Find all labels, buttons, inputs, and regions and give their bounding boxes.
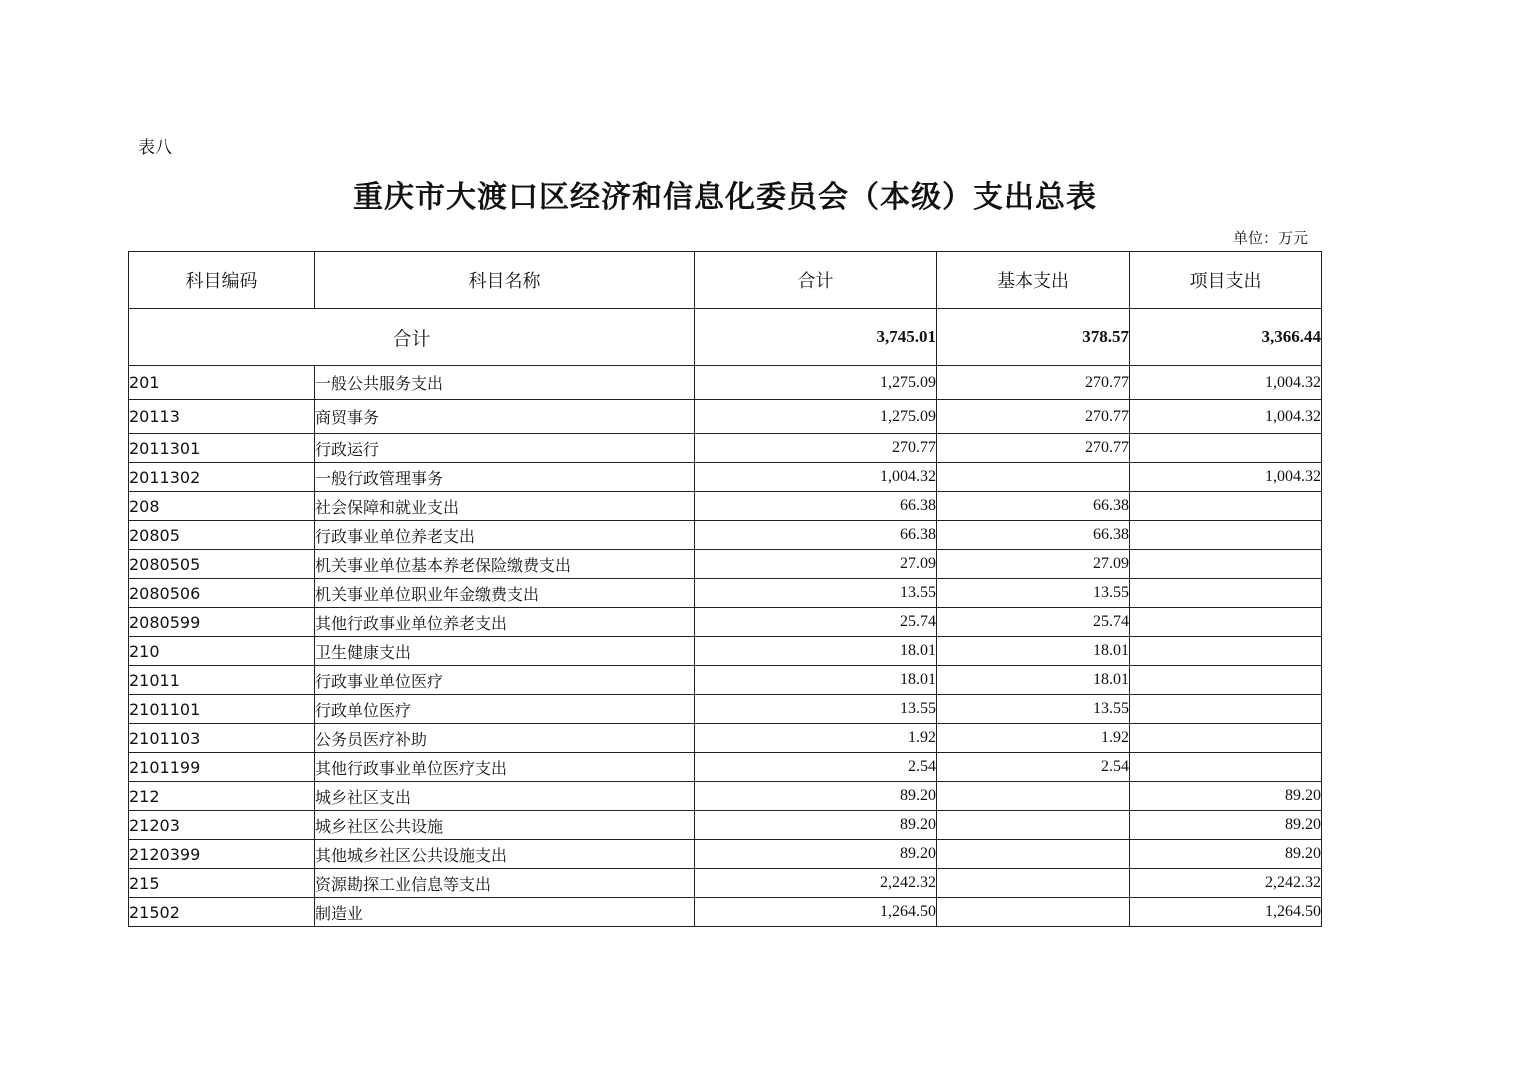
row-code: 210 xyxy=(129,637,315,666)
row-total: 1,004.32 xyxy=(695,463,937,492)
row-name: 行政事业单位医疗 xyxy=(315,666,695,695)
row-basic: 27.09 xyxy=(937,550,1130,579)
row-name: 其他行政事业单位养老支出 xyxy=(315,608,695,637)
row-basic: 270.77 xyxy=(937,434,1130,463)
row-project xyxy=(1130,753,1322,782)
unit-label: 单位：万元 xyxy=(1232,229,1308,247)
row-code: 2011302 xyxy=(129,463,315,492)
table-row xyxy=(129,492,1322,521)
table-row xyxy=(129,637,1322,666)
row-name: 一般行政管理事务 xyxy=(315,463,695,492)
row-total: 18.01 xyxy=(695,666,937,695)
row-name: 机关事业单位基本养老保险缴费支出 xyxy=(315,550,695,579)
row-project xyxy=(1130,695,1322,724)
row-project xyxy=(1130,724,1322,753)
row-project: 89.20 xyxy=(1130,840,1322,869)
row-basic xyxy=(937,811,1130,840)
row-project xyxy=(1130,521,1322,550)
document-title: 重庆市大渡口区经济和信息化委员会（本级）支出总表 xyxy=(353,180,1097,215)
row-basic: 25.74 xyxy=(937,608,1130,637)
row-name: 一般公共服务支出 xyxy=(315,366,695,400)
header-code: 科目编码 xyxy=(129,252,315,309)
row-basic: 270.77 xyxy=(937,366,1130,400)
row-project xyxy=(1130,492,1322,521)
row-code: 2080506 xyxy=(129,579,315,608)
row-code: 215 xyxy=(129,869,315,898)
table-label: 表八 xyxy=(138,138,172,158)
table-row xyxy=(129,463,1322,492)
row-total: 89.20 xyxy=(695,811,937,840)
row-project: 89.20 xyxy=(1130,811,1322,840)
table-row xyxy=(129,724,1322,753)
row-code: 208 xyxy=(129,492,315,521)
row-project: 1,004.32 xyxy=(1130,366,1322,400)
row-name: 公务员医疗补助 xyxy=(315,724,695,753)
row-basic xyxy=(937,782,1130,811)
row-code: 2011301 xyxy=(129,434,315,463)
table-row xyxy=(129,840,1322,869)
row-code: 212 xyxy=(129,782,315,811)
row-code: 2101101 xyxy=(129,695,315,724)
row-total: 18.01 xyxy=(695,637,937,666)
row-code: 2080599 xyxy=(129,608,315,637)
table-row xyxy=(129,521,1322,550)
table-row xyxy=(129,366,1322,400)
total-row xyxy=(129,309,1322,366)
row-total: 1,264.50 xyxy=(695,898,937,927)
table-row xyxy=(129,550,1322,579)
row-project: 1,004.32 xyxy=(1130,400,1322,434)
row-name: 城乡社区支出 xyxy=(315,782,695,811)
row-name: 制造业 xyxy=(315,898,695,927)
row-basic: 66.38 xyxy=(937,521,1130,550)
row-code: 21502 xyxy=(129,898,315,927)
table-row xyxy=(129,782,1322,811)
row-basic xyxy=(937,463,1130,492)
row-total: 66.38 xyxy=(695,492,937,521)
row-basic: 13.55 xyxy=(937,695,1130,724)
table-row xyxy=(129,666,1322,695)
table-row xyxy=(129,695,1322,724)
table-row xyxy=(129,869,1322,898)
row-total: 1,275.09 xyxy=(695,400,937,434)
table-row xyxy=(129,753,1322,782)
row-name: 其他城乡社区公共设施支出 xyxy=(315,840,695,869)
expense-table xyxy=(128,251,1322,927)
row-total: 25.74 xyxy=(695,608,937,637)
table-header-row xyxy=(129,252,1322,309)
row-code: 2101199 xyxy=(129,753,315,782)
row-project: 89.20 xyxy=(1130,782,1322,811)
total-project: 3,366.44 xyxy=(1130,309,1322,366)
row-name: 社会保障和就业支出 xyxy=(315,492,695,521)
table-row xyxy=(129,579,1322,608)
row-basic: 66.38 xyxy=(937,492,1130,521)
row-total: 270.77 xyxy=(695,434,937,463)
table-row xyxy=(129,608,1322,637)
row-project: 2,242.32 xyxy=(1130,869,1322,898)
header-basic: 基本支出 xyxy=(937,252,1130,309)
row-total: 2,242.32 xyxy=(695,869,937,898)
row-name: 行政单位医疗 xyxy=(315,695,695,724)
row-basic: 270.77 xyxy=(937,400,1130,434)
row-name: 其他行政事业单位医疗支出 xyxy=(315,753,695,782)
header-name: 科目名称 xyxy=(315,252,695,309)
row-basic: 18.01 xyxy=(937,637,1130,666)
table-row xyxy=(129,898,1322,927)
row-project: 1,004.32 xyxy=(1130,463,1322,492)
row-code: 2120399 xyxy=(129,840,315,869)
row-basic: 1.92 xyxy=(937,724,1130,753)
row-name: 卫生健康支出 xyxy=(315,637,695,666)
row-total: 13.55 xyxy=(695,695,937,724)
row-total: 89.20 xyxy=(695,840,937,869)
row-code: 21011 xyxy=(129,666,315,695)
header-project: 项目支出 xyxy=(1130,252,1322,309)
table-row xyxy=(129,400,1322,434)
row-code: 20113 xyxy=(129,400,315,434)
row-code: 201 xyxy=(129,366,315,400)
row-total: 2.54 xyxy=(695,753,937,782)
total-basic: 378.57 xyxy=(937,309,1130,366)
row-project: 1,264.50 xyxy=(1130,898,1322,927)
row-basic: 18.01 xyxy=(937,666,1130,695)
row-basic xyxy=(937,869,1130,898)
row-total: 13.55 xyxy=(695,579,937,608)
table-row xyxy=(129,811,1322,840)
row-project xyxy=(1130,550,1322,579)
row-total: 1.92 xyxy=(695,724,937,753)
row-total: 89.20 xyxy=(695,782,937,811)
row-project xyxy=(1130,579,1322,608)
row-project xyxy=(1130,608,1322,637)
row-name: 城乡社区公共设施 xyxy=(315,811,695,840)
header-total: 合计 xyxy=(695,252,937,309)
row-project xyxy=(1130,434,1322,463)
table-row xyxy=(129,434,1322,463)
row-name: 资源勘探工业信息等支出 xyxy=(315,869,695,898)
row-name: 行政事业单位养老支出 xyxy=(315,521,695,550)
row-total: 27.09 xyxy=(695,550,937,579)
row-basic: 2.54 xyxy=(937,753,1130,782)
row-code: 2101103 xyxy=(129,724,315,753)
row-total: 1,275.09 xyxy=(695,366,937,400)
row-code: 21203 xyxy=(129,811,315,840)
row-name: 商贸事务 xyxy=(315,400,695,434)
row-code: 2080505 xyxy=(129,550,315,579)
row-basic: 13.55 xyxy=(937,579,1130,608)
row-basic xyxy=(937,898,1130,927)
row-code: 20805 xyxy=(129,521,315,550)
row-project xyxy=(1130,666,1322,695)
total-label: 合计 xyxy=(129,309,695,366)
total-sum: 3,745.01 xyxy=(695,309,937,366)
row-total: 66.38 xyxy=(695,521,937,550)
row-basic xyxy=(937,840,1130,869)
row-name: 行政运行 xyxy=(315,434,695,463)
row-project xyxy=(1130,637,1322,666)
row-name: 机关事业单位职业年金缴费支出 xyxy=(315,579,695,608)
